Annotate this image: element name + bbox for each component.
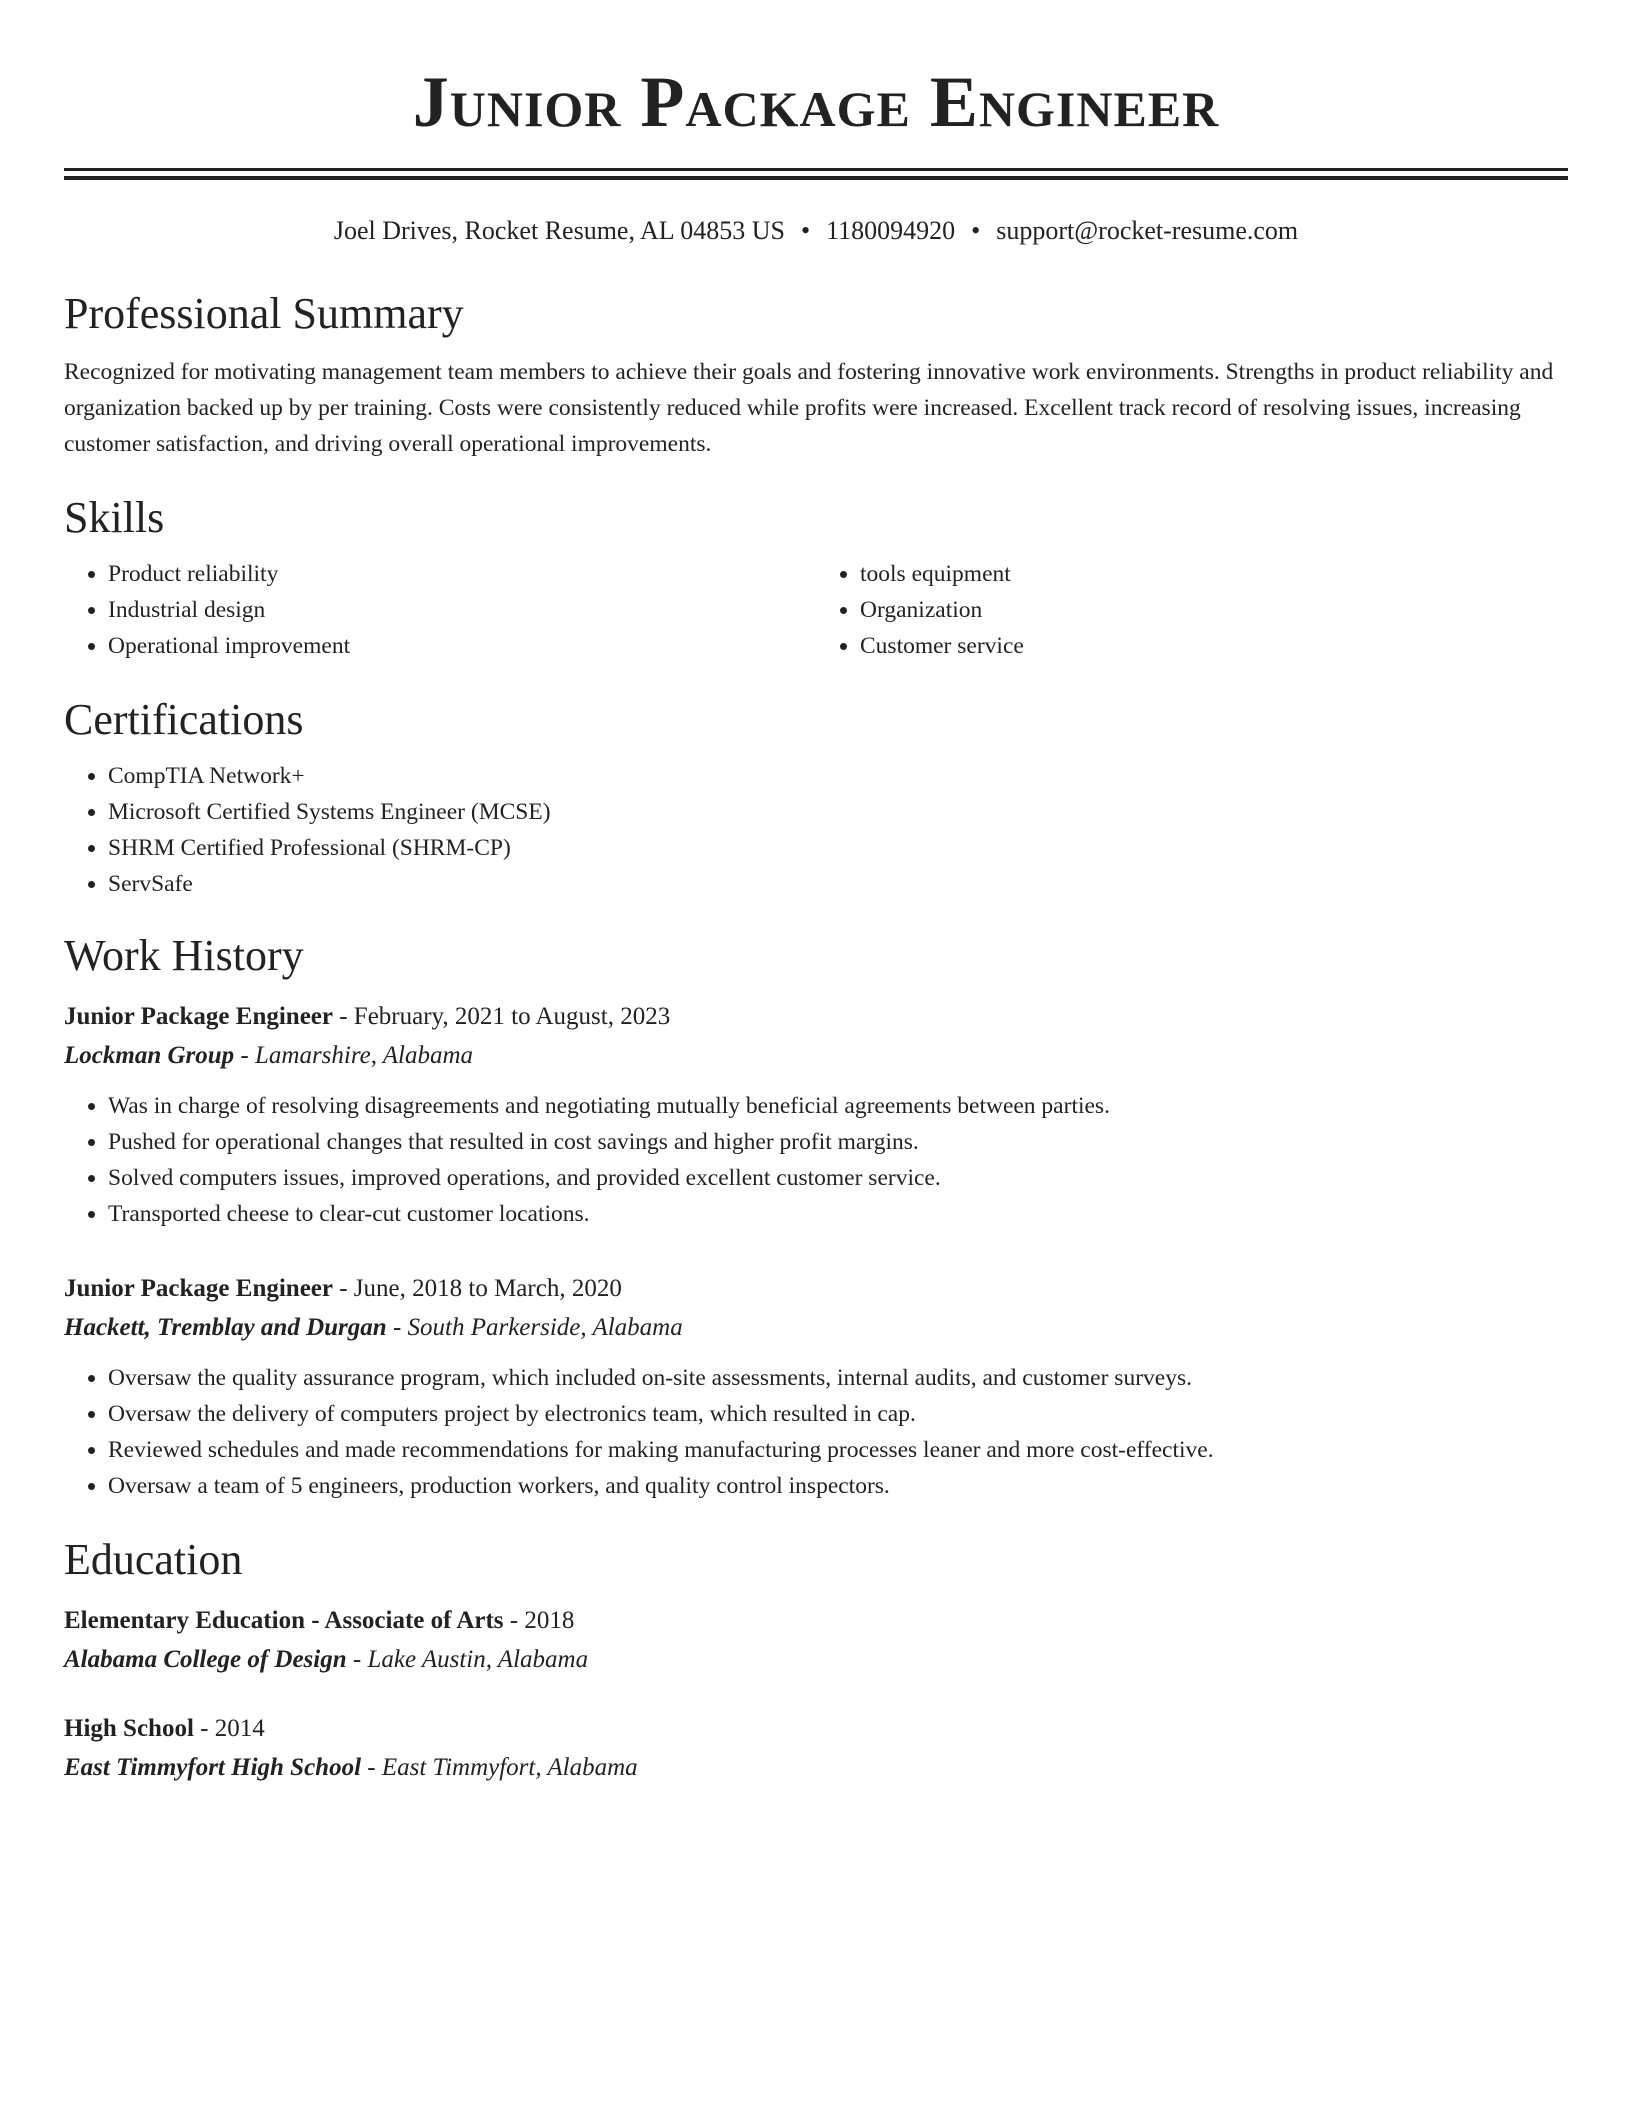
education-location: - East Timmyfort, Alabama xyxy=(361,1754,638,1781)
job-location: - Lamarshire, Alabama xyxy=(234,1042,474,1069)
skill-item: • Organization xyxy=(860,592,1568,628)
work-history-heading: Work History xyxy=(64,931,304,980)
job-duties-list xyxy=(64,1088,1568,1232)
contact-email: support@rocket-resume.com xyxy=(996,216,1299,245)
job-company: Lockman Group xyxy=(64,1042,235,1069)
certification-item: • ServSafe xyxy=(108,866,1568,902)
skill-item: • Customer service xyxy=(860,628,1568,664)
job-title-line xyxy=(64,998,1568,1036)
job-dates: - February, 2021 to August, 2023 xyxy=(332,1003,671,1030)
contact-separator: • xyxy=(800,216,811,245)
summary-heading: Professional Summary xyxy=(64,289,464,338)
job-company: Hackett, Tremblay and Durgan xyxy=(64,1314,387,1341)
skill-item: • Operational improvement xyxy=(108,628,816,664)
education-degree: High School xyxy=(64,1715,194,1742)
education-degree-line xyxy=(64,1710,1568,1748)
skill-item: • Product reliability xyxy=(108,556,816,592)
education-degree: Elementary Education - Associate of Arts xyxy=(64,1607,504,1634)
job-title-line xyxy=(64,1270,1568,1308)
education-school-line xyxy=(64,1748,1568,1788)
summary-text: Recognized for motivating management team members to achieve their goals and fostering innovative work environments. Strengths in product reliability and organization backed up by per training. Costs were consistently reduced while profits were increased. Excellent track record of resolving issues, increasing customer satisfaction, and driving overall operational improvements. xyxy=(64,359,1554,457)
job-company-line xyxy=(64,1036,1568,1076)
education-school: Alabama College of Design xyxy=(64,1646,347,1673)
job-title: Junior Package Engineer xyxy=(64,1003,333,1030)
skill-item: • Industrial design xyxy=(108,592,816,628)
job-duty: • Oversaw the delivery of computers project by electronics team, which resulted in cap. xyxy=(108,1396,1568,1432)
education-entry xyxy=(64,1710,1568,1788)
job-duty: • Pushed for operational changes that resulted in cost savings and higher profit margins. xyxy=(108,1124,1568,1160)
skills-list-left xyxy=(64,556,816,664)
contact-address: Joel Drives, Rocket Resume, AL 04853 US xyxy=(333,216,785,245)
certification-item: • CompTIA Network+ xyxy=(108,758,1568,794)
contact-phone: 1180094920 xyxy=(826,216,956,245)
education-year: - 2018 xyxy=(503,1607,575,1634)
education-degree-line xyxy=(64,1602,1568,1640)
job-duty: • Reviewed schedules and made recommendations for making manufacturing processes leaner and more cost-effective. xyxy=(108,1432,1568,1468)
certifications-heading: Certifications xyxy=(64,695,304,744)
resume-title: Junior Package Engineer xyxy=(412,62,1220,142)
contact-separator: • xyxy=(971,216,981,245)
skills-heading: Skills xyxy=(64,493,165,542)
skills-list-right xyxy=(816,556,1568,664)
title-divider xyxy=(64,168,1568,180)
contact-line xyxy=(64,214,1568,248)
job-dates: - June, 2018 to March, 2020 xyxy=(332,1275,622,1302)
job-duty: • Was in charge of resolving disagreements and negotiating mutually beneficial agreements between parties. xyxy=(108,1088,1568,1124)
education-year: - 2014 xyxy=(193,1715,265,1742)
job-location: - South Parkerside, Alabama xyxy=(386,1314,683,1341)
education-heading: Education xyxy=(64,1535,243,1584)
certification-item: • Microsoft Certified Systems Engineer (MCSE) xyxy=(108,794,1568,830)
skills-grid xyxy=(64,556,1568,664)
job-company-line xyxy=(64,1308,1568,1348)
job-entry xyxy=(64,1270,1568,1504)
skill-item: • tools equipment xyxy=(860,556,1568,592)
job-title: Junior Package Engineer xyxy=(64,1275,333,1302)
certification-item: • SHRM Certified Professional (SHRM-CP) xyxy=(108,830,1568,866)
certifications-list xyxy=(64,758,1568,902)
job-duty: • Oversaw a team of 5 engineers, production workers, and quality control inspectors. xyxy=(108,1468,1568,1504)
job-duty: • Solved computers issues, improved operations, and provided excellent customer service. xyxy=(108,1160,1568,1196)
education-entry xyxy=(64,1602,1568,1680)
education-school-line xyxy=(64,1640,1568,1680)
job-duty: • Transported cheese to clear-cut customer locations. xyxy=(108,1196,1568,1232)
education-location: - Lake Austin, Alabama xyxy=(346,1646,589,1673)
job-duty: • Oversaw the quality assurance program, which included on-site assessments, internal audits, and customer surveys. xyxy=(108,1360,1568,1396)
job-entry xyxy=(64,998,1568,1232)
job-duties-list xyxy=(64,1360,1568,1504)
education-school: East Timmyfort High School xyxy=(64,1754,362,1781)
